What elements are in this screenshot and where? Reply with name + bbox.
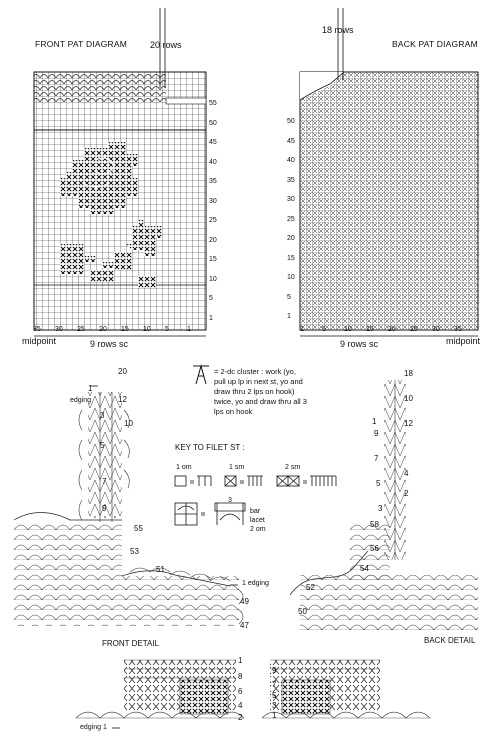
front-row-number: 45 [209, 139, 217, 146]
back-row-number: 50 [287, 118, 295, 125]
back-detail-row-number: 50 [298, 607, 307, 616]
back-column-number: 30 [432, 326, 440, 333]
back-detail-row-number: 54 [360, 564, 369, 573]
front-detail-row-number: 20 [118, 367, 127, 376]
back-detail-row-number: 5 [272, 691, 277, 700]
cluster-note-line: twice, yo and draw thru all 3 [214, 397, 307, 406]
back-column-number: 25 [410, 326, 418, 333]
back-top-rows-label: 18 rows [322, 25, 354, 35]
back-pattern-diagram [300, 8, 478, 336]
front-detail-row-number: 3 [100, 411, 105, 420]
back-detail-row-number: 56 [370, 544, 379, 553]
key-three-label: 3 [228, 497, 232, 504]
front-detail-chart [14, 392, 244, 718]
back-detail-row-number: 18 [404, 369, 413, 378]
front-detail-row-number: 51 [156, 565, 165, 574]
front-column-number: 15 [121, 326, 129, 333]
cluster-note-line: pull up lp in next st, yo and [214, 377, 303, 386]
front-column-number: 10 [143, 326, 151, 333]
back-detail-row-number: 1 [372, 417, 377, 426]
front-row-number: 40 [209, 158, 217, 166]
front-column-number: 35 [33, 326, 41, 333]
back-row-number: 45 [287, 137, 295, 145]
back-detail-row-number: 52 [306, 583, 315, 592]
back-row-number: 30 [287, 196, 295, 203]
back-row-number: 40 [287, 157, 295, 164]
front-detail-row-number: 49 [240, 597, 249, 606]
back-detail-row-number: 12 [404, 419, 413, 428]
front-midpoint-label: midpoint [22, 336, 57, 346]
back-column-number: 15 [366, 326, 374, 333]
back-detail-row-number: 7 [374, 454, 379, 463]
back-detail-row-number: 5 [376, 479, 381, 488]
back-row-number: 35 [287, 176, 295, 184]
front-row-number: 10 [209, 275, 217, 283]
front-bottom-rows-label: 9 rows sc [90, 339, 129, 349]
back-detail-row-number: 2 [404, 489, 409, 498]
back-row-number: 5 [287, 293, 291, 301]
cluster-symbol [193, 366, 209, 384]
front-row-number: 55 [209, 100, 217, 107]
front-row-number: 50 [209, 119, 217, 127]
back-detail-row-number: 7 [272, 680, 277, 689]
back-detail-row-number: 58 [370, 520, 379, 529]
front-row-number: 25 [209, 217, 217, 224]
key-2sm-label: 2 sm [285, 464, 301, 471]
front-edging-bottom-label: edging 1 [80, 724, 107, 731]
key-2om-label: 2 om [250, 526, 266, 533]
back-detail-row-number: 10 [404, 394, 413, 403]
back-detail-row-number: 3 [378, 504, 383, 513]
back-detail-row-number: 4 [404, 469, 409, 478]
back-column-number: 20 [388, 326, 396, 333]
back-column-number: 10 [344, 326, 352, 333]
front-detail-row-number: 53 [130, 547, 139, 556]
back-column-number: 35 [454, 326, 462, 333]
front-detail-row-number: 8 [238, 672, 243, 681]
front-pattern-title: FRONT PAT DIAGRAM [35, 39, 128, 49]
front-detail-row-number: 9 [102, 504, 107, 513]
back-row-number: 25 [287, 215, 295, 223]
key-1om-label: 1 om [176, 464, 192, 471]
front-row-number: 15 [209, 256, 217, 263]
front-row-number: 30 [209, 197, 217, 205]
back-detail-row-number: 9 [374, 429, 379, 438]
back-row-number: 10 [287, 274, 295, 281]
front-scallop-rows [34, 72, 166, 102]
front-column-number: 5 [165, 326, 169, 333]
back-detail-row-number: 1 [272, 711, 277, 720]
back-column-number: 1 [300, 326, 304, 333]
back-row-number: 15 [287, 254, 295, 262]
front-row-number: 20 [209, 236, 217, 244]
front-column-number: 1 [187, 326, 191, 333]
front-top-rows-label: 20 rows [150, 40, 182, 50]
front-edging-top-label: edging [70, 397, 92, 404]
front-detail-row-number: 10 [124, 419, 133, 428]
back-detail-row-number: 3 [272, 701, 277, 710]
back-pattern-title: BACK PAT DIAGRAM [392, 39, 478, 49]
front-detail-row-number: 1 [238, 656, 243, 665]
front-detail-row-number: 2 [238, 713, 243, 722]
key-open-mesh [175, 476, 186, 486]
key-title: KEY TO FILET ST : [175, 443, 245, 452]
front-detail-label: FRONT DETAIL [102, 639, 160, 648]
back-detail-row-number: 9 [272, 666, 277, 675]
back-row-number: 1 [287, 313, 291, 320]
back-bottom-rows-label: 9 rows sc [340, 339, 379, 349]
front-detail-row-number: 12 [118, 395, 127, 404]
key-lacet-label: lacet [250, 517, 265, 524]
front-detail-row-number: 4 [238, 701, 243, 710]
front-row-number: 5 [209, 295, 213, 302]
back-grid [300, 72, 478, 330]
cluster-note-line: draw thru 2 lps on hook) [214, 387, 295, 396]
front-detail-row-number: 6 [238, 687, 243, 696]
front-row-number: 1 [209, 314, 213, 322]
front-detail-row-number: 7 [102, 477, 107, 486]
front-column-number: 30 [55, 326, 63, 333]
cluster-note-line: lps on hook [214, 407, 253, 416]
front-detail-row-number: 47 [240, 621, 249, 630]
back-midpoint-label: midpoint [446, 336, 481, 346]
front-column-number: 25 [77, 326, 85, 333]
front-detail-row-number: 5 [100, 441, 105, 450]
cluster-note [214, 367, 364, 417]
front-column-number: 20 [99, 326, 107, 333]
front-row-number: 35 [209, 178, 217, 185]
back-column-number: 5 [322, 326, 326, 333]
back-row-number: 20 [287, 235, 295, 242]
front-detail-row-number: 55 [134, 524, 143, 533]
key-1sm-label: 1 sm [229, 464, 245, 471]
front-detail-row-number: 1 [88, 384, 93, 393]
front-edging-right-label: 1 edging [242, 580, 269, 587]
key-bar-label: bar [250, 508, 261, 515]
front-pattern-diagram [34, 8, 206, 336]
back-detail-label: BACK DETAIL [424, 636, 476, 645]
cluster-note-line: = 2-dc cluster : work (yo, [214, 367, 296, 376]
